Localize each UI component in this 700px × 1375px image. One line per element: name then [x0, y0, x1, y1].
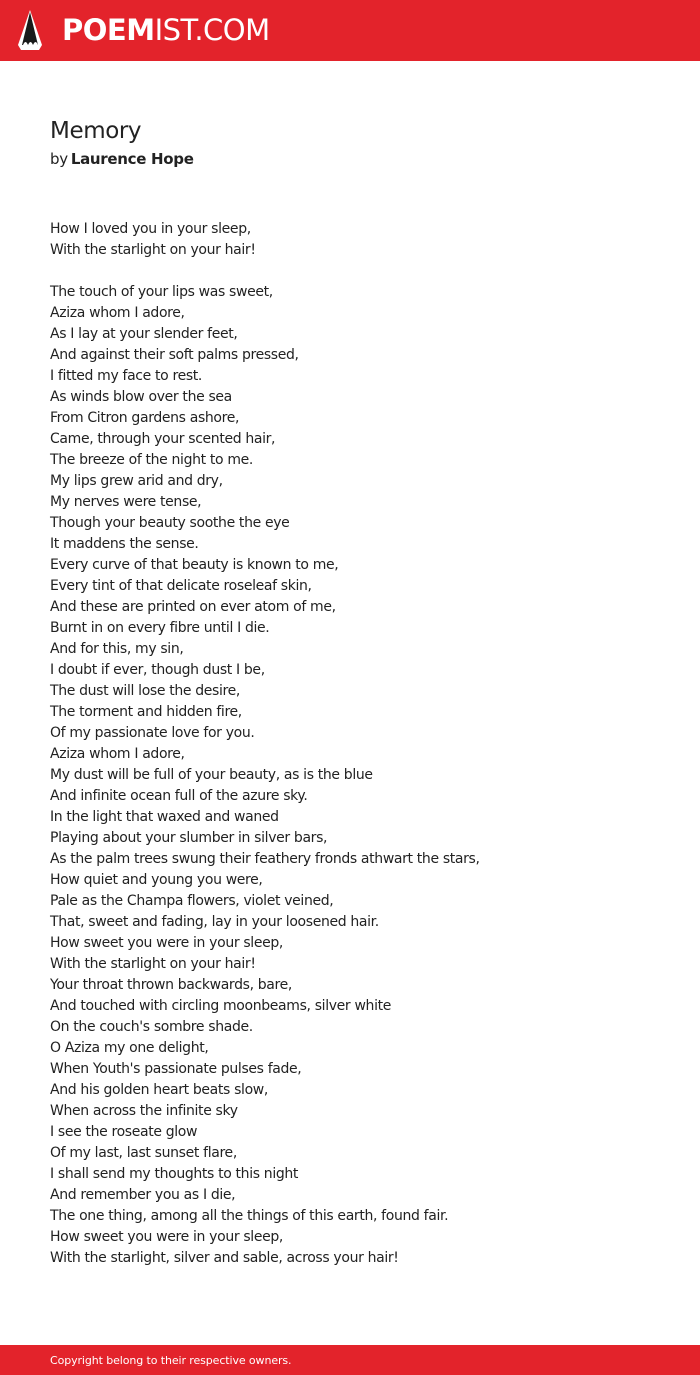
poem-stanza [50, 219, 670, 261]
poem-line: And infinite ocean full of the azure sky. [50, 788, 308, 804]
poem-line: How sweet you were in your sleep, [50, 1229, 283, 1245]
poem-line: I see the roseate glow [50, 1124, 198, 1140]
poem-line: In the light that waxed and waned [50, 809, 279, 825]
poem-line: How sweet you were in your sleep, [50, 935, 283, 951]
poem-line: And these are printed on ever atom of me, [50, 599, 336, 615]
poem-line: As I lay at your slender feet, [50, 326, 238, 342]
byline-prefix: by [50, 150, 68, 168]
poem-line: Of my last, last sunset flare, [50, 1145, 237, 1161]
poem-line: Aziza whom I adore, [50, 746, 185, 762]
poem-line: It maddens the sense. [50, 536, 199, 552]
poem-line: When across the infinite sky [50, 1103, 238, 1119]
poem-line: And touched with circling moonbeams, silver white [50, 998, 392, 1014]
poem-line: Burnt in on every fibre until I die. [50, 620, 270, 636]
site-footer [0, 1345, 700, 1375]
poem-line: That, sweet and fading, lay in your loosened hair. [50, 914, 379, 930]
site-header [0, 0, 700, 61]
poem-line: Every curve of that beauty is known to me, [50, 557, 339, 573]
poem-line: Aziza whom I adore, [50, 305, 185, 321]
poem-line: As the palm trees swung their feathery fronds athwart the stars, [50, 851, 480, 867]
poem-author: Laurence Hope [70, 150, 194, 168]
poem-line: The dust will lose the desire, [50, 683, 240, 699]
poem-body [50, 219, 670, 1269]
poem-line: With the starlight, silver and sable, across your hair! [50, 1250, 399, 1266]
poem-line: My nerves were tense, [50, 494, 202, 510]
poem-line: Pale as the Champa flowers, violet veined, [50, 893, 334, 909]
poem-line: Every tint of that delicate roseleaf skin, [50, 578, 312, 594]
logo-bold-text: POEM [62, 13, 155, 47]
poem-line: Of my passionate love for you. [50, 725, 255, 741]
poem-line: And for this, my sin, [50, 641, 184, 657]
poem-line: I fitted my face to rest. [50, 368, 203, 384]
poem-line: And his golden heart beats slow, [50, 1082, 268, 1098]
poem-line: O Aziza my one delight, [50, 1040, 209, 1056]
poem-line: And remember you as I die, [50, 1187, 236, 1203]
poem-title: Memory [50, 118, 142, 144]
poem-line: The one thing, among all the things of this earth, found fair. [50, 1208, 449, 1224]
poem-line: Playing about your slumber in silver bars, [50, 830, 328, 846]
pencil-tip-icon[interactable] [17, 9, 43, 51]
poem-line: As winds blow over the sea [50, 389, 232, 405]
site-logo[interactable] [62, 13, 270, 47]
logo-light-text: IST.COM [154, 13, 270, 47]
poem-line: Came, through your scented hair, [50, 431, 276, 447]
poem-line: My lips grew arid and dry, [50, 473, 223, 489]
poem-line: From Citron gardens ashore, [50, 410, 240, 426]
poem-line: Though your beauty soothe the eye [50, 515, 290, 531]
poem-line: The breeze of the night to me. [50, 452, 254, 468]
poem-line: The touch of your lips was sweet, [50, 284, 273, 300]
poem-line: And against their soft palms pressed, [50, 347, 299, 363]
poem-line: My dust will be full of your beauty, as is the blue [50, 767, 373, 783]
poem-line: The torment and hidden fire, [50, 704, 242, 720]
poem-line: When Youth's passionate pulses fade, [50, 1061, 302, 1077]
poem-line: I doubt if ever, though dust I be, [50, 662, 265, 678]
poem-line: I shall send my thoughts to this night [50, 1166, 299, 1182]
poem-line: With the starlight on your hair! [50, 242, 256, 258]
poem-line: With the starlight on your hair! [50, 956, 256, 972]
poem-line: On the couch's sombre shade. [50, 1019, 253, 1035]
poem-line: Your throat thrown backwards, bare, [50, 977, 292, 993]
poem-byline [50, 148, 194, 170]
poem-stanza [50, 282, 670, 1269]
footer-copyright: Copyright belong to their respective owners. [50, 1354, 292, 1367]
poem-line: How I loved you in your sleep, [50, 221, 251, 237]
poem-line: How quiet and young you were, [50, 872, 263, 888]
